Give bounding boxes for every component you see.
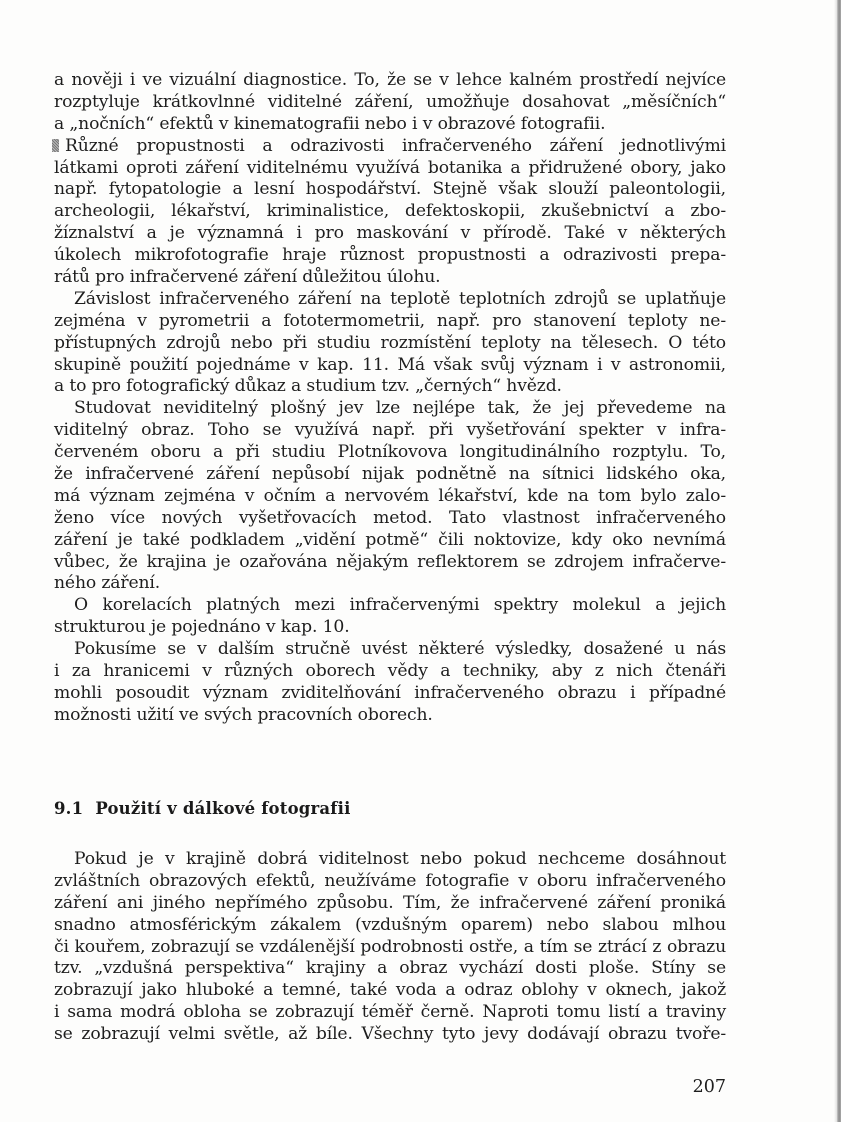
body-text-top — [54, 70, 726, 727]
text-line: archeologii, lékařství, kriminalistice, defektoskopii, zkušebnictví a zbo- — [54, 201, 726, 222]
text-line: zejména v pyrometrii a fototermometrii, např. pro stanovení teploty ne- — [54, 310, 726, 331]
text-line: má význam zejména v očním a nervovém lékařství, kde na tom bylo zalo- — [54, 485, 726, 506]
paragraph — [54, 595, 726, 639]
text-line: Studovat neviditelný plošný jev lze nejlépe tak, že jej převedeme na — [74, 398, 726, 419]
text-line: se zobrazují velmi světle, až bíle. Všechny tyto jevy dodávají obrazu tvoře- — [54, 1024, 726, 1045]
text-line: strukturou je pojednáno v kap. 10. — [54, 617, 350, 638]
text-line: Pokusíme se v dalším stručně uvést některé výsledky, dosažené u nás — [74, 639, 726, 660]
text-line: přístupných zdrojů nebo při studiu rozmístění teploty na tělesech. O této — [54, 332, 726, 353]
page-number: 207 — [692, 1077, 726, 1097]
paragraph — [54, 398, 726, 595]
text-line: červeném oboru a při studiu Plotníkovova longitudinálního rozptylu. To, — [54, 442, 726, 463]
section-title: Použití v dálkové fotografii — [95, 799, 351, 818]
text-line: možnosti užití ve svých pracovních oborech. — [54, 704, 433, 725]
paragraph — [54, 289, 726, 398]
text-line: Pokud je v krajině dobrá viditelnost nebo pokud nechceme dosáhnout — [74, 849, 726, 869]
paragraph — [54, 849, 726, 1046]
text-line: skupině použití pojednáme v kap. 11. Má však svůj význam i v astronomii, — [54, 354, 726, 375]
text-line: zobrazují jako hluboké a temné, také voda a odraz oblohy v oknech, jakož — [54, 980, 726, 1001]
text-line: a „nočních“ efektů v kinematografii nebo i v obrazové fotografii. — [54, 113, 606, 134]
text-line: a to pro fotografický důkaz a studium tzv. „černých“ hvězd. — [54, 376, 562, 397]
paragraph — [54, 639, 726, 727]
margin-marker-icon — [52, 139, 59, 152]
text-line: viditelný obraz. Toho se využívá např. při vyšetřování spekter v infra- — [54, 420, 726, 441]
text-line: tzv. „vzdušná perspektiva“ krajiny a obraz vychází dosti ploše. Stíny se — [54, 958, 726, 979]
text-line: O korelacích platných mezi infračervenými spektry molekul a jejich — [74, 595, 726, 616]
text-line: či kouřem, zobrazují se vzdálenější podrobnosti ostře, a tím se ztrácí z obrazu — [54, 936, 726, 957]
text-line: mohli posoudit význam zviditelňování infračerveného obrazu i případné — [54, 682, 726, 703]
text-line: ného záření. — [54, 573, 161, 594]
text-line: vůbec, že krajina je ozařována nějakým reflektorem se zdrojem infračerve- — [54, 551, 726, 572]
text-line: např. fytopatologie a lesní hospodářství. Stejně však slouží paleontologii, — [54, 179, 726, 200]
text-line: látkami oproti záření viditelnému využívá botanika a přidružené obory, jako — [54, 157, 726, 178]
text-line: snadno atmosférickým zákalem (vzdušným oparem) nebo slabou mlhou — [54, 914, 726, 935]
text-line-content: Různé propustnosti a odrazivosti infračerveného záření jednotlivými — [65, 135, 726, 156]
text-line: a nověji i ve vizuální diagnostice. To, že se v lehce kalném prostředí nejvíce — [54, 70, 726, 90]
text-line: i sama modrá obloha se zobrazují téměř černě. Naproti tomu listí a traviny — [54, 1002, 726, 1023]
text-line: Závislost infračerveného záření na teplotě teplotních zdrojů se uplatňuje — [74, 288, 726, 309]
text-line: žíznalství a je významná i pro maskování v přírodě. Také v některých — [54, 223, 726, 244]
section-heading — [54, 799, 351, 818]
text-line: záření je také podkladem „vidění potmě“ čili noktovize, kdy oko nevnímá — [54, 529, 726, 550]
text-line: ženo více nových vyšetřovacích metod. Tato vlastnost infračerveného — [54, 507, 726, 528]
text-line: zvláštních obrazových efektů, neužíváme fotografie v oboru infračerveného — [54, 870, 726, 891]
text-line: rozptyluje krátkovlnné viditelné záření, umožňuje dosahovat „měsíčních“ — [54, 91, 726, 112]
text-line: rátů pro infračervené záření důležitou úlohu. — [54, 267, 441, 288]
paragraph — [54, 136, 726, 289]
text-line: že infračervené záření nepůsobí nijak podnětně na sítnici lidského oka, — [54, 464, 726, 485]
text-line: i za hranicemi v různých oborech vědy a techniky, aby z nich čtenáři — [54, 661, 726, 682]
text-line-with-marker — [54, 136, 726, 158]
section-number: 9.1 — [54, 799, 84, 818]
paragraph — [54, 70, 726, 136]
body-text-section — [54, 849, 726, 1046]
scanned-page-edge — [837, 0, 841, 1122]
text-line: záření ani jiného nepřímého způsobu. Tím, že infračervené záření proniká — [54, 892, 726, 913]
text-line: úkolech mikrofotografie hraje různost propustnosti a odrazivosti prepa- — [54, 245, 726, 266]
